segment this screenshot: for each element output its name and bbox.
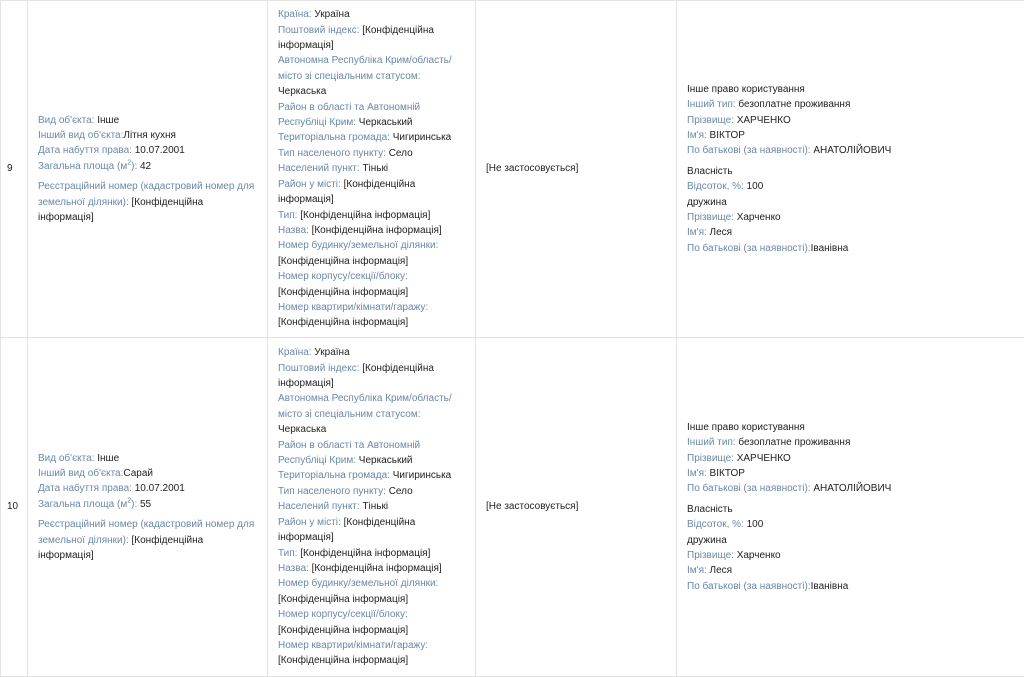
address-cell: Країна: Україна Поштовий індекс: [Конфіденційна інформація] Автономна Республіка Крим/область/місто зі спеціальним статусом: Черкаська Район в області та Автономній Республіці Крим: Черкаський Територіальна громада: Чигиринська Тип населеного пункту: Село Населений пункт: Тінькі Район у місті: [Конфіденційна інформація] Тип: [Конфіденційна інформація] Назва: [Конфіденційна інформація] Номер будинку/земельної ділянки: [Конфіденційна інформація] Номер корпусу/секції/блоку: [Конфіденційна інформація] Номер квартири/кімнати/гаражу: [Конфіденційна інформація]: [268, 338, 476, 677]
row-number: 9: [1, 1, 28, 338]
table-row: [1, 1, 1024, 338]
rights-cell: Інше право користування Інший тип: безоплатне проживання Прізвище: ХАРЧЕНКО Ім'я: ВІКТОР По батькові (за наявності): АНАТОЛІЙОВИЧ Власність Відсоток, %: 100 дружина Прізвище: Харченко Ім'я: Леся По батькові (за наявності):Іванівна: [677, 338, 1024, 677]
address-cell: Країна: Україна Поштовий індекс: [Конфіденційна інформація] Автономна Республіка Крим/область/місто зі спеціальним статусом: Черкаська Район в області та Автономній Республіці Крим: Черкаський Територіальна громада: Чигиринська Тип населеного пункту: Село Населений пункт: Тінькі Район у місті: [Конфіденційна інформація] Тип: [Конфіденційна інформація] Назва: [Конфіденційна інформація] Номер будинку/земельної ділянки: [Конфіденційна інформація] Номер корпусу/секції/блоку: [Конфіденційна інформація] Номер квартири/кімнати/гаражу: [Конфіденційна інформація]: [268, 1, 476, 338]
cost-cell: [Не застосовується]: [476, 338, 677, 677]
rights-cell: Інше право користування Інший тип: безоплатне проживання Прізвище: ХАРЧЕНКО Ім'я: ВІКТОР По батькові (за наявності): АНАТОЛІЙОВИЧ Власність Відсоток, %: 100 дружина Прізвище: Харченко Ім'я: Леся По батькові (за наявності):Іванівна: [677, 1, 1024, 338]
table-row: [1, 338, 1024, 677]
object-cell: Вид об'єкта: Інше Інший вид об'єкта:Сарай Дата набуття права: 10.07.2001 Загальна площа $(м^2)$: 55 Реєстраційний номер (кадастровий номер для земельної ділянки): [Конфіденційна інформація]: [28, 338, 268, 677]
cost-cell: [Не застосовується]: [476, 1, 677, 338]
object-cell: Вид об'єкта: Інше Інший вид об'єкта:Літня кухня Дата набуття права: 10.07.2001 Загальна площа $(м^2)$: 42 Реєстраційний номер (кадастровий номер для земельної ділянки): [Конфіденційна інформація]: [28, 1, 268, 338]
row-number: 10: [1, 338, 28, 677]
